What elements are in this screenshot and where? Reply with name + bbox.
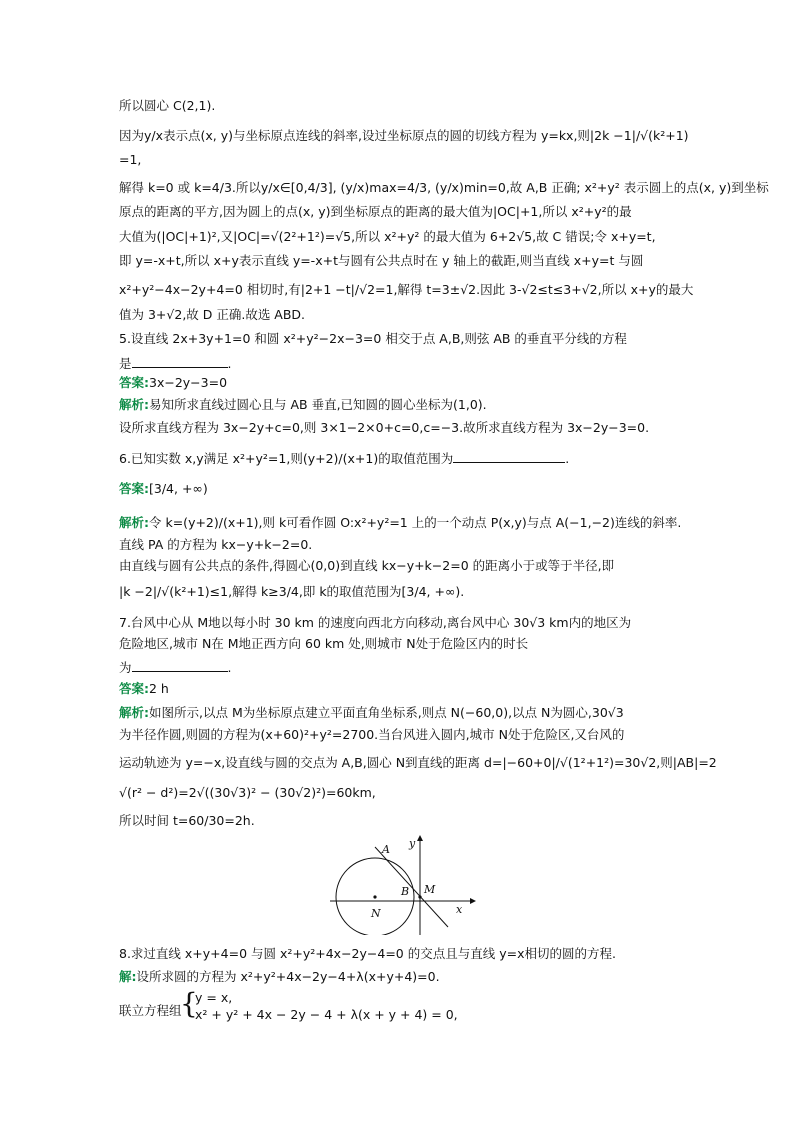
answer-blank [132, 355, 228, 368]
text-fragment: 是 [119, 356, 132, 371]
text-line: |k −2|/√(k²+1)≤1,解得 k≥3/4,即 k的取值范围为[3/4, +∞). [119, 584, 465, 599]
question-6: 6.已知实数 x,y满足 x²+y²=1,则(y+2)/(x+1)的取值范围为 . [119, 451, 570, 466]
answer-label: 答案: [119, 375, 149, 390]
point-m [418, 895, 421, 898]
text-line: 所以时间 t=60/30=2h. [119, 813, 255, 828]
y-axis-arrow-icon [417, 835, 423, 841]
answer-value: [3/4, +∞) [149, 481, 208, 496]
analysis-label: 解析: [119, 705, 149, 720]
analysis-line [119, 705, 679, 721]
text-line: 值为 3+√2,故 D 正确.故选 ABD. [119, 307, 306, 322]
answer-blank [453, 450, 565, 463]
system-intro: 联立方程组 [119, 1003, 182, 1018]
system-eq-2: x² + y² + 4x − 2y − 4 + λ(x + y + 4) = 0, [195, 1007, 458, 1022]
text-fragment: 为 [119, 660, 132, 675]
text-line: √(r² − d²)=2√((30√3)² − (30√2)²)=60km, [119, 785, 376, 800]
answer-value: 3x−2y−3=0 [149, 375, 228, 390]
answer-line [119, 481, 679, 497]
point-n [373, 895, 376, 898]
analysis-label: 解析: [119, 515, 149, 530]
typhoon-figure [330, 835, 476, 935]
analysis-label: 解析: [119, 397, 149, 412]
text-line: x²+y²−4x−2y+4=0 相切时,有|2+1 −t|/√2=1,解得 t=3±√2.因此 3-√2≤t≤3+√2,所以 x+y的最大 [119, 282, 694, 297]
brace-icon: { [180, 987, 198, 1020]
analysis-line [119, 397, 679, 413]
text-line: 由直线与圆有公共点的条件,得圆心(0,0)到直线 kx−y+k−2=0 的距离小于或等于半径,即 [119, 558, 615, 573]
text-line: 运动轨迹为 y=−x,设直线与圆的交点为 A,B,圆心 N到直线的距离 d=|−60+0|/√(1²+1²)=30√2,则|AB|=2 [119, 755, 717, 770]
answer-label: 答案: [119, 481, 149, 496]
analysis-line [119, 515, 682, 531]
question-5-blank-line: 是 . [119, 356, 232, 371]
answer-line [119, 375, 679, 391]
system-eq-1: y = x, [195, 990, 233, 1005]
text-fragment: 6.已知实数 x,y满足 x²+y²=1,则(y+2)/(x+1)的取值范围为 [119, 451, 454, 466]
text-line: 为半径作圆,则圆的方程为(x+60)²+y²=2700.当台风进入圆内,城市 N处于危险区,又台风的 [119, 727, 625, 742]
label-m: M [424, 883, 436, 896]
solution-line [119, 969, 679, 985]
text-line: =1, [119, 152, 142, 167]
text-line: 解得 k=0 或 k=4/3.所以y/x∈[0,4/3], (y/x)max=4/3, (y/x)min=0,故 A,B 正确; x²+y² 表示圆上的点(x, y)到坐标 [119, 180, 769, 195]
answer-blank [132, 659, 228, 672]
text-line: 原点的距离的平方,因为圆上的点(x, y)到坐标原点的距离的最大值为|OC|+1,所以 x²+y²的最 [119, 204, 632, 219]
question-7: 7.台风中心从 M地以每小时 30 km 的速度向西北方向移动,离台风中心 30√3 km内的地区为 [119, 615, 632, 630]
solution-label: 解: [119, 969, 137, 984]
typhoon-track-line [375, 847, 448, 927]
text-line: 所以圆心 C(2,1). [119, 98, 216, 113]
text-line: 设所求直线方程为 3x−2y+c=0,则 3×1−2×0+c=0,c=−3.故所求直线方程为 3x−2y−3=0. [119, 420, 650, 435]
answer-value: 2 h [149, 681, 169, 696]
label-b: B [401, 885, 410, 898]
question-8: 8.求过直线 x+y+4=0 与圆 x²+y²+4x−2y−4=0 的交点且与直线 y=x相切的圆的方程. [119, 946, 616, 961]
answer-label: 答案: [119, 681, 149, 696]
label-n: N [371, 907, 381, 920]
label-x: x [456, 903, 463, 916]
x-axis-arrow-icon [470, 898, 476, 904]
text-line: 大值为(|OC|+1)²,又|OC|=√(2²+1²)=√5,所以 x²+y² 的最大值为 6+2√5,故 C 错误;令 x+y=t, [119, 229, 656, 244]
analysis-text: 令 k=(y+2)/(x+1),则 k可看作圆 O:x²+y²=1 上的一个动点 P(x,y)与点 A(−1,−2)连线的斜率. [149, 515, 682, 530]
solution-text: 设所求圆的方程为 x²+y²+4x−2y−4+λ(x+y+4)=0. [136, 969, 440, 984]
question-7-blank-line: 为 . [119, 660, 232, 675]
text-line: 即 y=-x+t,所以 x+y表示直线 y=-x+t与圆有公共点时在 y 轴上的截距,则当直线 x+y=t 与圆 [119, 253, 644, 268]
analysis-text: 如图所示,以点 M为坐标原点建立平面直角坐标系,则点 N(−60,0),以点 N为圆心,30√3 [149, 705, 624, 720]
label-a: A [382, 843, 390, 856]
text-line: 因为y/x表示点(x, y)与坐标原点连线的斜率,设过坐标原点的圆的切线方程为 y=kx,则|2k −1|/√(k²+1) [119, 128, 689, 143]
answer-line [119, 681, 679, 697]
analysis-text: 易知所求直线过圆心且与 AB 垂直,已知圆的圆心坐标为(1,0). [149, 397, 487, 412]
text-line: 危险地区,城市 N在 M地正西方向 60 km 处,则城市 N处于危险区内的时长 [119, 636, 529, 651]
question-5: 5.设直线 2x+3y+1=0 和圆 x²+y²−2x−3=0 相交于点 A,B,则弦 AB 的垂直平分线的方程 [119, 331, 627, 346]
label-y: y [409, 837, 416, 850]
text-line: 直线 PA 的方程为 kx−y+k−2=0. [119, 537, 313, 552]
